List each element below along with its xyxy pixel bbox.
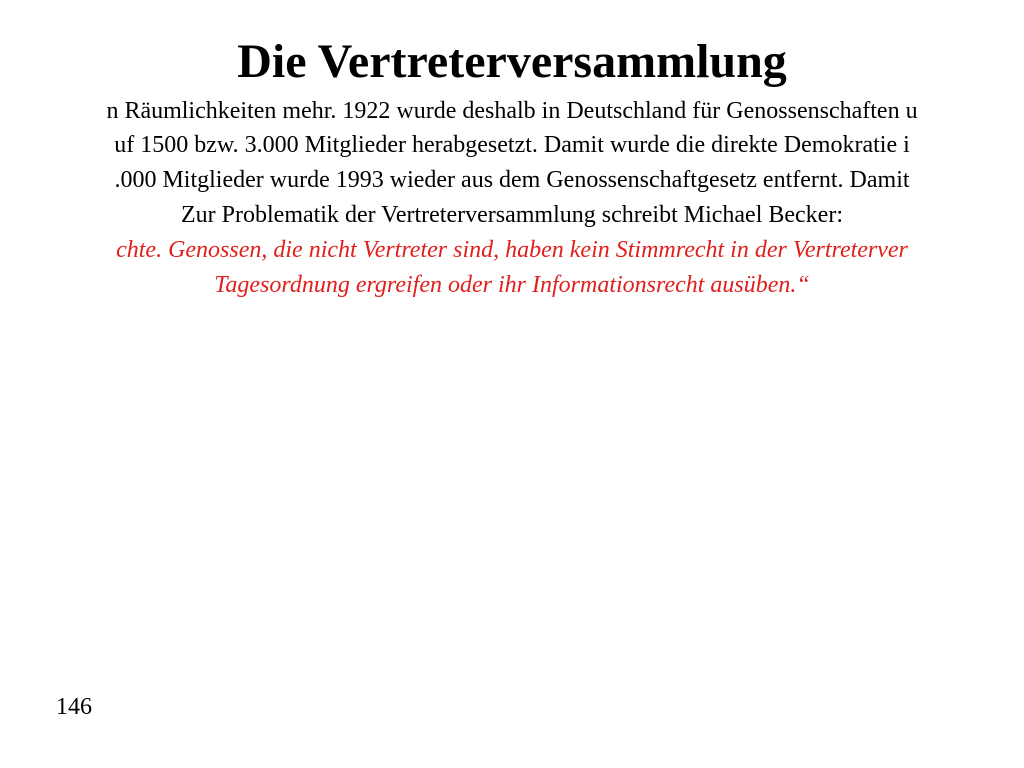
body-line-4: Zur Problematik der Vertreterversammlung schreibt Michael Becker: [181,202,843,228]
body-line-2: uf 1500 bzw. 3.000 Mitglieder herabgesetzt. Damit wurde die direkte Demokratie i [114,132,910,158]
slide-title: Die Vertreterversammlung [237,35,787,88]
page-number: 146 [56,694,92,720]
quote-line-1: chte. Genossen, die nicht Vertreter sind, haben kein Stimmrecht in der Vertreterver [116,237,908,263]
quote-line-2: Tagesordnung ergreifen oder ihr Informationsrecht ausüben.“ [214,272,810,298]
body-line-3: .000 Mitglieder wurde 1993 wieder aus dem Genossenschaftgesetz entfernt. Damit [114,167,910,193]
body-line-1: n Räumlichkeiten mehr. 1922 wurde deshalb in Deutschland für Genossenschaften u [106,98,918,124]
